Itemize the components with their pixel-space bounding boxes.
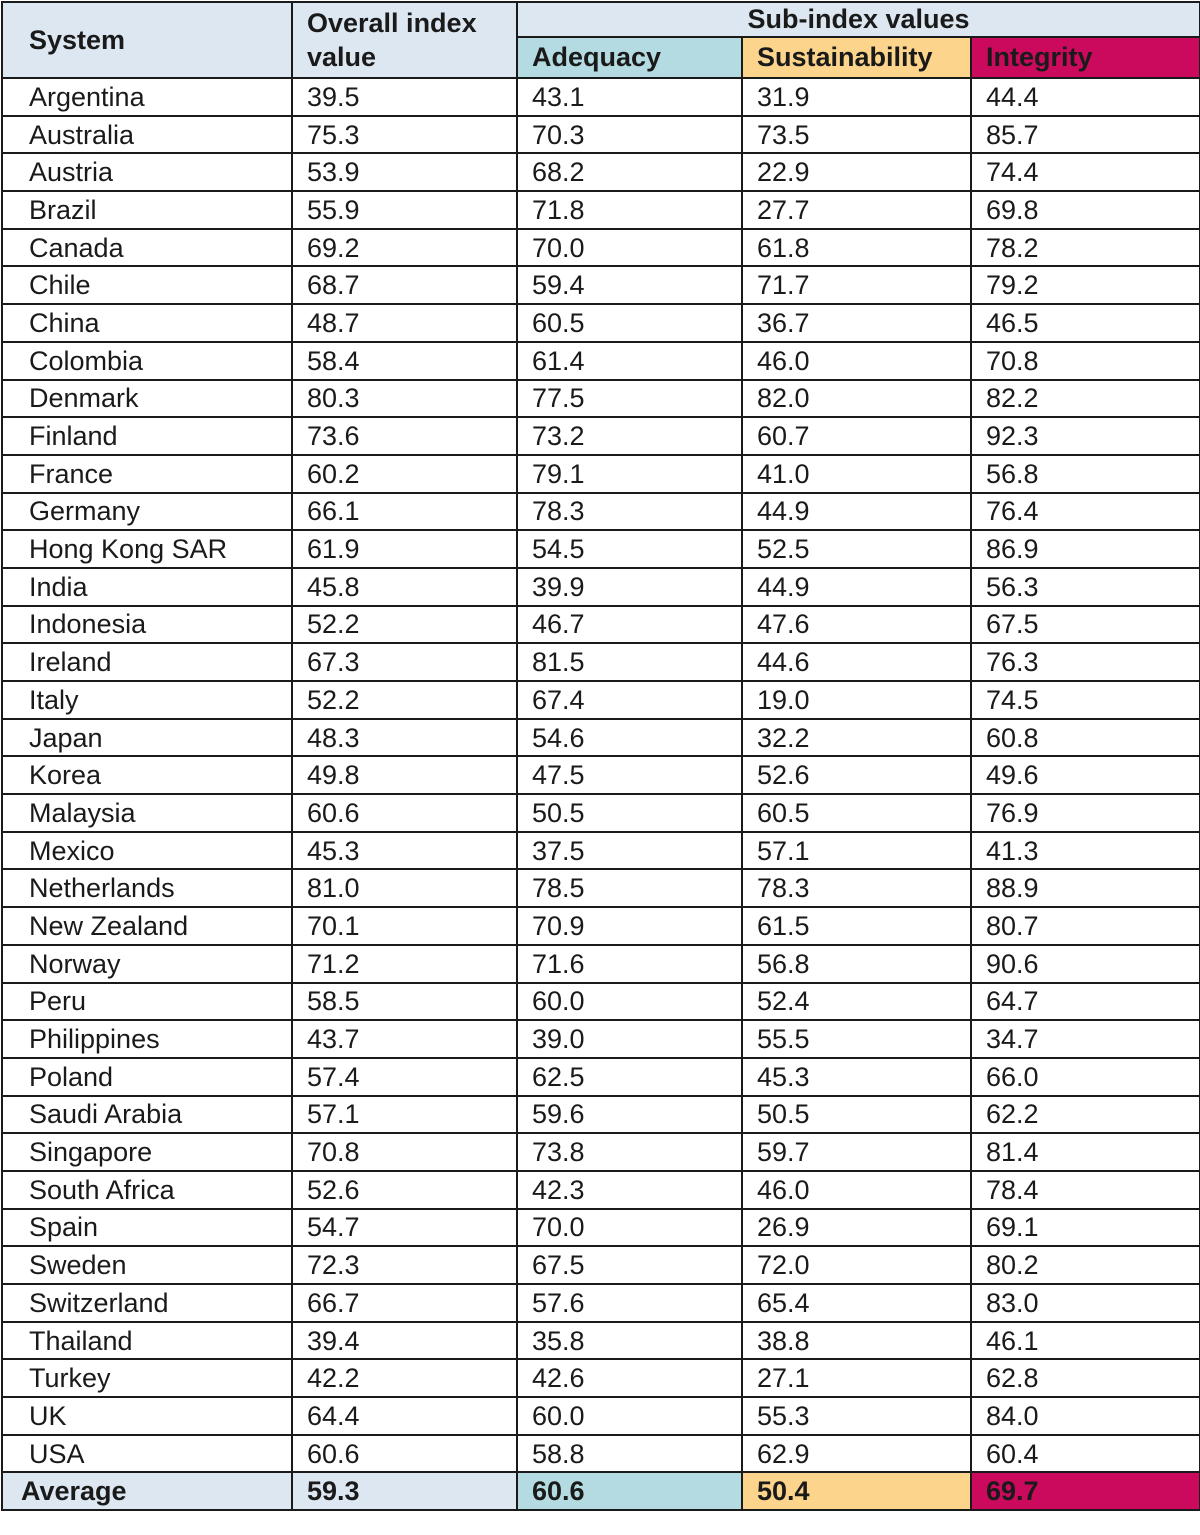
cell-sustainability: 27.7 [742,191,971,229]
cell-system: Korea [2,756,292,794]
cell-overall-index: 55.9 [292,191,517,229]
cell-sustainability: 26.9 [742,1209,971,1247]
cell-system: Thailand [2,1322,292,1360]
table-body [2,78,1200,1472]
cell-overall-index: 57.1 [292,1096,517,1134]
table-row [2,1397,1200,1435]
cell-overall-index: 61.9 [292,530,517,568]
table-row [2,1058,1200,1096]
cell-system: Finland [2,417,292,455]
table-row [2,1359,1200,1397]
cell-system: Mexico [2,832,292,870]
cell-sustainability: 55.5 [742,1020,971,1058]
cell-integrity: 56.8 [971,455,1200,493]
cell-sustainability: 52.6 [742,756,971,794]
table-row [2,869,1200,907]
cell-adequacy: 61.4 [517,342,742,380]
cell-system: Italy [2,681,292,719]
cell-system: South Africa [2,1171,292,1209]
cell-system: Canada [2,229,292,267]
cell-integrity: 49.6 [971,756,1200,794]
cell-adequacy: 67.5 [517,1246,742,1284]
header-overall-line1: Overall index [307,8,477,38]
cell-integrity: 78.4 [971,1171,1200,1209]
average-adequacy: 60.6 [517,1472,742,1510]
cell-adequacy: 59.6 [517,1096,742,1134]
cell-overall-index: 70.8 [292,1133,517,1171]
cell-sustainability: 50.5 [742,1096,971,1134]
cell-overall-index: 66.7 [292,1284,517,1322]
cell-system: Indonesia [2,606,292,644]
cell-system: Malaysia [2,794,292,832]
table-row [2,304,1200,342]
table-row [2,1096,1200,1134]
cell-adequacy: 42.6 [517,1359,742,1397]
cell-overall-index: 58.4 [292,342,517,380]
cell-adequacy: 78.3 [517,493,742,531]
cell-integrity: 76.4 [971,493,1200,531]
cell-system: Germany [2,493,292,531]
cell-system: Netherlands [2,869,292,907]
cell-overall-index: 45.3 [292,832,517,870]
cell-integrity: 69.1 [971,1209,1200,1247]
cell-overall-index: 72.3 [292,1246,517,1284]
cell-system: Peru [2,983,292,1021]
cell-sustainability: 36.7 [742,304,971,342]
cell-integrity: 90.6 [971,945,1200,983]
cell-system: India [2,568,292,606]
cell-system: Poland [2,1058,292,1096]
table-row [2,78,1200,116]
cell-overall-index: 45.8 [292,568,517,606]
cell-system: Colombia [2,342,292,380]
cell-sustainability: 38.8 [742,1322,971,1360]
table-row [2,756,1200,794]
cell-sustainability: 57.1 [742,832,971,870]
table-row [2,191,1200,229]
cell-sustainability: 73.5 [742,116,971,154]
cell-system: Austria [2,153,292,191]
cell-adequacy: 79.1 [517,455,742,493]
table-row [2,832,1200,870]
cell-overall-index: 67.3 [292,643,517,681]
cell-adequacy: 54.5 [517,530,742,568]
cell-system: UK [2,1397,292,1435]
cell-adequacy: 73.8 [517,1133,742,1171]
cell-adequacy: 71.6 [517,945,742,983]
cell-sustainability: 45.3 [742,1058,971,1096]
cell-integrity: 74.4 [971,153,1200,191]
cell-overall-index: 39.5 [292,78,517,116]
cell-adequacy: 70.0 [517,1209,742,1247]
cell-system: Hong Kong SAR [2,530,292,568]
table-row [2,229,1200,267]
cell-overall-index: 54.7 [292,1209,517,1247]
cell-adequacy: 57.6 [517,1284,742,1322]
cell-integrity: 76.9 [971,794,1200,832]
cell-adequacy: 59.4 [517,266,742,304]
table-row [2,983,1200,1021]
cell-sustainability: 60.7 [742,417,971,455]
cell-system: Philippines [2,1020,292,1058]
cell-integrity: 83.0 [971,1284,1200,1322]
cell-adequacy: 39.0 [517,1020,742,1058]
cell-system: Switzerland [2,1284,292,1322]
table-row [2,907,1200,945]
cell-adequacy: 70.0 [517,229,742,267]
cell-system: Australia [2,116,292,154]
table-row [2,606,1200,644]
cell-overall-index: 53.9 [292,153,517,191]
cell-integrity: 64.7 [971,983,1200,1021]
pension-index-table [1,1,1200,1511]
cell-adequacy: 81.5 [517,643,742,681]
average-overall: 59.3 [292,1472,517,1510]
cell-integrity: 80.2 [971,1246,1200,1284]
cell-sustainability: 46.0 [742,342,971,380]
cell-system: China [2,304,292,342]
header-sub-index-values: Sub-index values [517,2,1200,37]
cell-overall-index: 69.2 [292,229,517,267]
cell-integrity: 79.2 [971,266,1200,304]
cell-adequacy: 39.9 [517,568,742,606]
header-overall-index [292,2,517,78]
cell-overall-index: 52.6 [292,1171,517,1209]
cell-overall-index: 64.4 [292,1397,517,1435]
table-row [2,153,1200,191]
table-row [2,643,1200,681]
cell-integrity: 67.5 [971,606,1200,644]
cell-integrity: 74.5 [971,681,1200,719]
cell-adequacy: 60.0 [517,983,742,1021]
cell-integrity: 44.4 [971,78,1200,116]
cell-sustainability: 31.9 [742,78,971,116]
table-row [2,1435,1200,1473]
cell-adequacy: 73.2 [517,417,742,455]
cell-overall-index: 60.2 [292,455,517,493]
cell-system: Norway [2,945,292,983]
cell-integrity: 60.4 [971,1435,1200,1473]
cell-adequacy: 62.5 [517,1058,742,1096]
cell-sustainability: 32.2 [742,719,971,757]
cell-overall-index: 49.8 [292,756,517,794]
average-row [2,1472,1200,1510]
cell-overall-index: 75.3 [292,116,517,154]
table-row [2,1133,1200,1171]
cell-integrity: 56.3 [971,568,1200,606]
cell-adequacy: 37.5 [517,832,742,870]
cell-adequacy: 67.4 [517,681,742,719]
table-row [2,493,1200,531]
cell-sustainability: 19.0 [742,681,971,719]
cell-sustainability: 72.0 [742,1246,971,1284]
cell-sustainability: 55.3 [742,1397,971,1435]
table-row [2,417,1200,455]
cell-adequacy: 60.5 [517,304,742,342]
cell-integrity: 62.2 [971,1096,1200,1134]
cell-integrity: 69.8 [971,191,1200,229]
table-row [2,530,1200,568]
cell-integrity: 78.2 [971,229,1200,267]
cell-sustainability: 22.9 [742,153,971,191]
cell-adequacy: 60.0 [517,1397,742,1435]
cell-adequacy: 70.9 [517,907,742,945]
cell-integrity: 46.5 [971,304,1200,342]
cell-adequacy: 77.5 [517,380,742,418]
cell-system: New Zealand [2,907,292,945]
cell-sustainability: 59.7 [742,1133,971,1171]
table-row [2,1322,1200,1360]
average-sustainability: 50.4 [742,1472,971,1510]
cell-sustainability: 62.9 [742,1435,971,1473]
average-label: Average [2,1472,292,1510]
cell-overall-index: 71.2 [292,945,517,983]
cell-system: Ireland [2,643,292,681]
cell-sustainability: 44.9 [742,493,971,531]
cell-overall-index: 52.2 [292,606,517,644]
average-integrity: 69.7 [971,1472,1200,1510]
cell-system: Spain [2,1209,292,1247]
cell-sustainability: 52.5 [742,530,971,568]
cell-overall-index: 80.3 [292,380,517,418]
cell-integrity: 62.8 [971,1359,1200,1397]
cell-overall-index: 58.5 [292,983,517,1021]
cell-integrity: 46.1 [971,1322,1200,1360]
cell-integrity: 34.7 [971,1020,1200,1058]
cell-overall-index: 70.1 [292,907,517,945]
cell-overall-index: 81.0 [292,869,517,907]
table-row [2,1020,1200,1058]
table-row [2,719,1200,757]
table-row [2,1246,1200,1284]
cell-system: Saudi Arabia [2,1096,292,1134]
table-row [2,1209,1200,1247]
cell-overall-index: 57.4 [292,1058,517,1096]
cell-adequacy: 42.3 [517,1171,742,1209]
cell-integrity: 76.3 [971,643,1200,681]
cell-system: Argentina [2,78,292,116]
cell-sustainability: 46.0 [742,1171,971,1209]
cell-system: USA [2,1435,292,1473]
cell-integrity: 80.7 [971,907,1200,945]
header-adequacy: Adequacy [517,37,742,78]
cell-sustainability: 27.1 [742,1359,971,1397]
cell-overall-index: 48.3 [292,719,517,757]
cell-overall-index: 66.1 [292,493,517,531]
cell-integrity: 85.7 [971,116,1200,154]
table-row [2,266,1200,304]
table-row [2,794,1200,832]
cell-overall-index: 48.7 [292,304,517,342]
table-row [2,116,1200,154]
cell-adequacy: 58.8 [517,1435,742,1473]
cell-adequacy: 50.5 [517,794,742,832]
header-system: System [2,2,292,78]
table-row [2,455,1200,493]
cell-sustainability: 52.4 [742,983,971,1021]
cell-overall-index: 52.2 [292,681,517,719]
table-row [2,1171,1200,1209]
cell-adequacy: 43.1 [517,78,742,116]
header-integrity: Integrity [971,37,1200,78]
table-row [2,342,1200,380]
cell-sustainability: 44.9 [742,568,971,606]
cell-integrity: 60.8 [971,719,1200,757]
cell-sustainability: 61.5 [742,907,971,945]
cell-system: Chile [2,266,292,304]
cell-sustainability: 65.4 [742,1284,971,1322]
cell-integrity: 66.0 [971,1058,1200,1096]
cell-system: Turkey [2,1359,292,1397]
table-row [2,1284,1200,1322]
cell-integrity: 81.4 [971,1133,1200,1171]
cell-overall-index: 42.2 [292,1359,517,1397]
cell-adequacy: 46.7 [517,606,742,644]
cell-adequacy: 54.6 [517,719,742,757]
cell-overall-index: 60.6 [292,1435,517,1473]
cell-overall-index: 68.7 [292,266,517,304]
cell-sustainability: 44.6 [742,643,971,681]
cell-adequacy: 68.2 [517,153,742,191]
header-overall-line2: value [307,42,377,72]
cell-system: Japan [2,719,292,757]
cell-adequacy: 47.5 [517,756,742,794]
cell-adequacy: 70.3 [517,116,742,154]
cell-system: France [2,455,292,493]
cell-adequacy: 35.8 [517,1322,742,1360]
cell-sustainability: 47.6 [742,606,971,644]
cell-sustainability: 71.7 [742,266,971,304]
cell-overall-index: 60.6 [292,794,517,832]
cell-system: Sweden [2,1246,292,1284]
table-row [2,568,1200,606]
cell-sustainability: 82.0 [742,380,971,418]
cell-integrity: 70.8 [971,342,1200,380]
cell-overall-index: 43.7 [292,1020,517,1058]
table-row [2,681,1200,719]
cell-overall-index: 39.4 [292,1322,517,1360]
cell-sustainability: 60.5 [742,794,971,832]
table-row [2,380,1200,418]
cell-integrity: 84.0 [971,1397,1200,1435]
cell-integrity: 86.9 [971,530,1200,568]
cell-sustainability: 56.8 [742,945,971,983]
cell-integrity: 41.3 [971,832,1200,870]
cell-sustainability: 61.8 [742,229,971,267]
cell-adequacy: 78.5 [517,869,742,907]
cell-sustainability: 78.3 [742,869,971,907]
cell-system: Brazil [2,191,292,229]
cell-sustainability: 41.0 [742,455,971,493]
cell-overall-index: 73.6 [292,417,517,455]
cell-adequacy: 71.8 [517,191,742,229]
cell-system: Denmark [2,380,292,418]
header-sustainability: Sustainability [742,37,971,78]
cell-system: Singapore [2,1133,292,1171]
cell-integrity: 92.3 [971,417,1200,455]
cell-integrity: 82.2 [971,380,1200,418]
cell-integrity: 88.9 [971,869,1200,907]
table-row [2,945,1200,983]
